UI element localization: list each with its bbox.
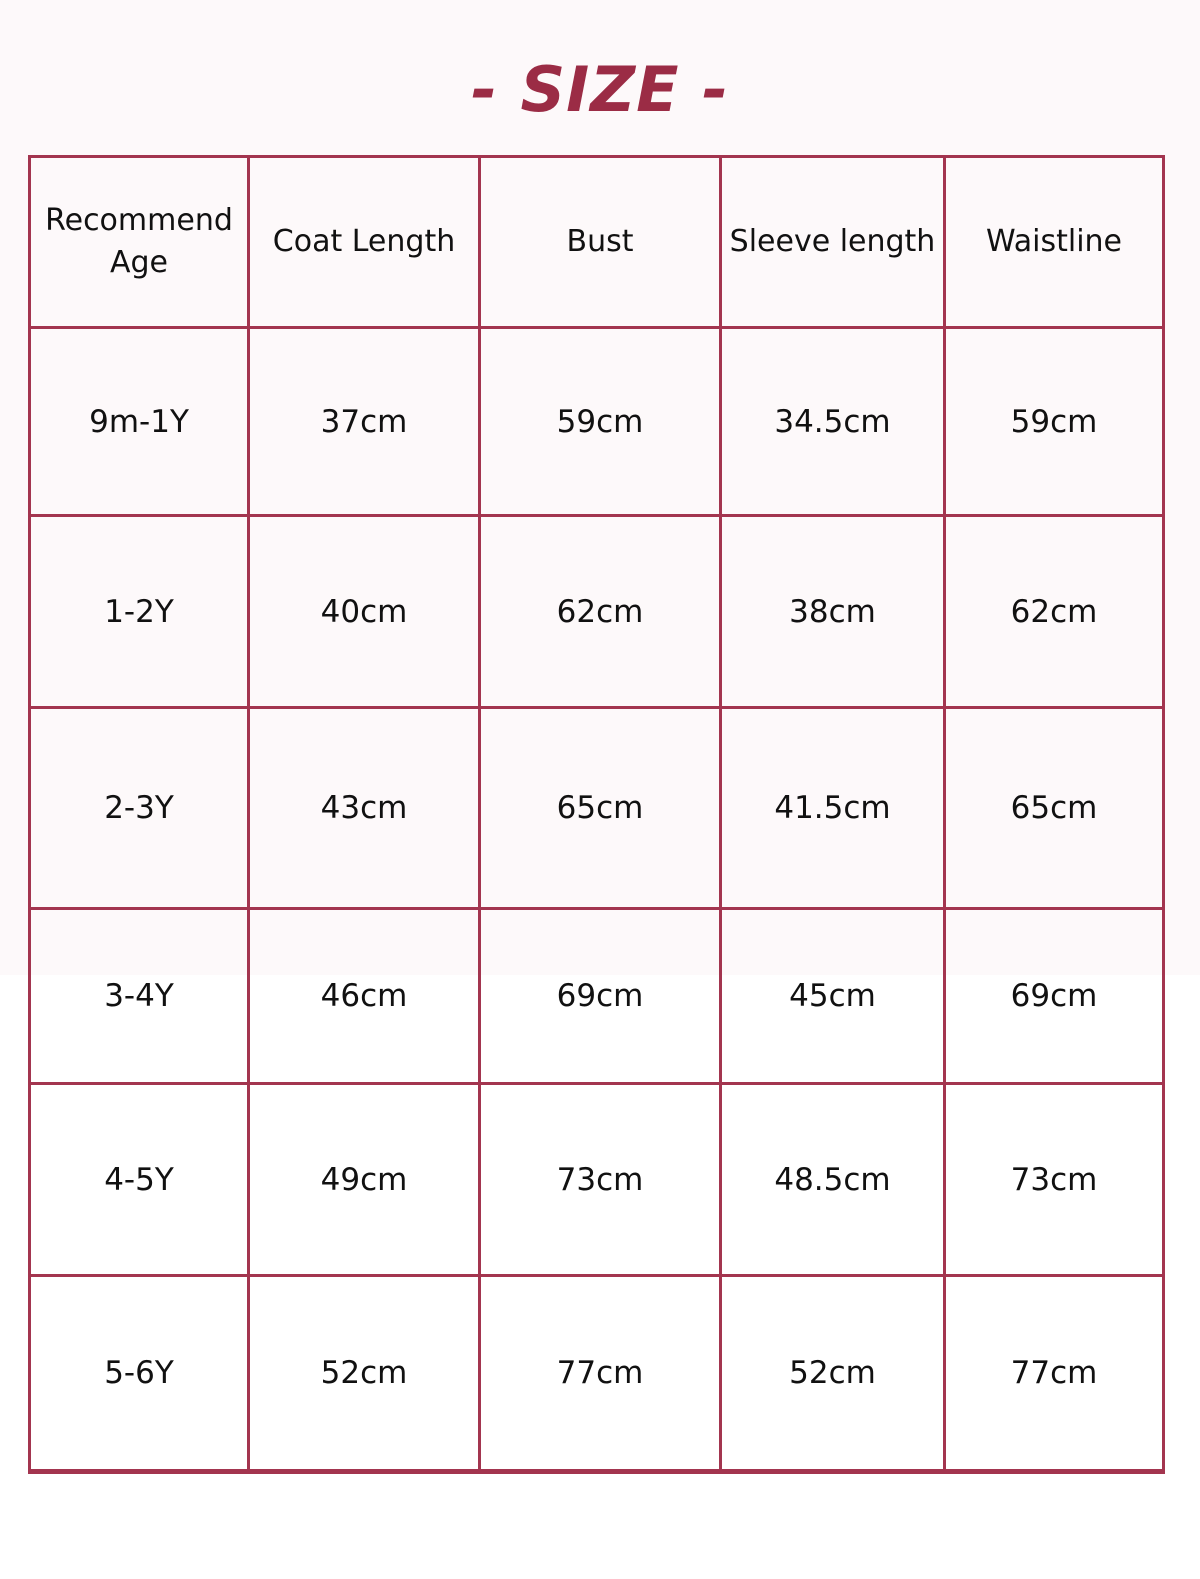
cell-coat-length: 46cm xyxy=(249,909,480,1084)
table-row xyxy=(30,328,1164,516)
cell-age: 9m-1Y xyxy=(30,328,249,516)
table-row xyxy=(30,909,1164,1084)
cell-waistline: 59cm xyxy=(945,328,1164,516)
header-recommend-age: Recommend Age xyxy=(30,157,249,328)
cell-waistline: 65cm xyxy=(945,708,1164,909)
header-bust: Bust xyxy=(480,157,721,328)
table-row xyxy=(30,1084,1164,1276)
cell-sleeve-length: 45cm xyxy=(721,909,945,1084)
table-row xyxy=(30,516,1164,708)
cell-sleeve-length: 38cm xyxy=(721,516,945,708)
cell-sleeve-length: 34.5cm xyxy=(721,328,945,516)
cell-bust: 65cm xyxy=(480,708,721,909)
cell-sleeve-length: 41.5cm xyxy=(721,708,945,909)
cell-age: 2-3Y xyxy=(30,708,249,909)
page-title: - SIZE - xyxy=(471,53,729,126)
cell-age: 4-5Y xyxy=(30,1084,249,1276)
cell-age: 1-2Y xyxy=(30,516,249,708)
cell-coat-length: 37cm xyxy=(249,328,480,516)
size-chart-table xyxy=(28,155,1165,1474)
cell-age: 5-6Y xyxy=(30,1276,249,1472)
table-header-row xyxy=(30,157,1164,328)
cell-age: 3-4Y xyxy=(30,909,249,1084)
cell-coat-length: 43cm xyxy=(249,708,480,909)
cell-sleeve-length: 52cm xyxy=(721,1276,945,1472)
cell-sleeve-length: 48.5cm xyxy=(721,1084,945,1276)
cell-waistline: 69cm xyxy=(945,909,1164,1084)
cell-bust: 62cm xyxy=(480,516,721,708)
cell-coat-length: 52cm xyxy=(249,1276,480,1472)
cell-coat-length: 40cm xyxy=(249,516,480,708)
cell-coat-length: 49cm xyxy=(249,1084,480,1276)
table-row xyxy=(30,708,1164,909)
cell-waistline: 62cm xyxy=(945,516,1164,708)
cell-bust: 59cm xyxy=(480,328,721,516)
header-coat-length: Coat Length xyxy=(249,157,480,328)
cell-waistline: 73cm xyxy=(945,1084,1164,1276)
cell-waistline: 77cm xyxy=(945,1276,1164,1472)
header-waistline: Waistline xyxy=(945,157,1164,328)
cell-bust: 77cm xyxy=(480,1276,721,1472)
cell-bust: 73cm xyxy=(480,1084,721,1276)
table-row xyxy=(30,1276,1164,1472)
cell-bust: 69cm xyxy=(480,909,721,1084)
header-sleeve-length: Sleeve length xyxy=(721,157,945,328)
